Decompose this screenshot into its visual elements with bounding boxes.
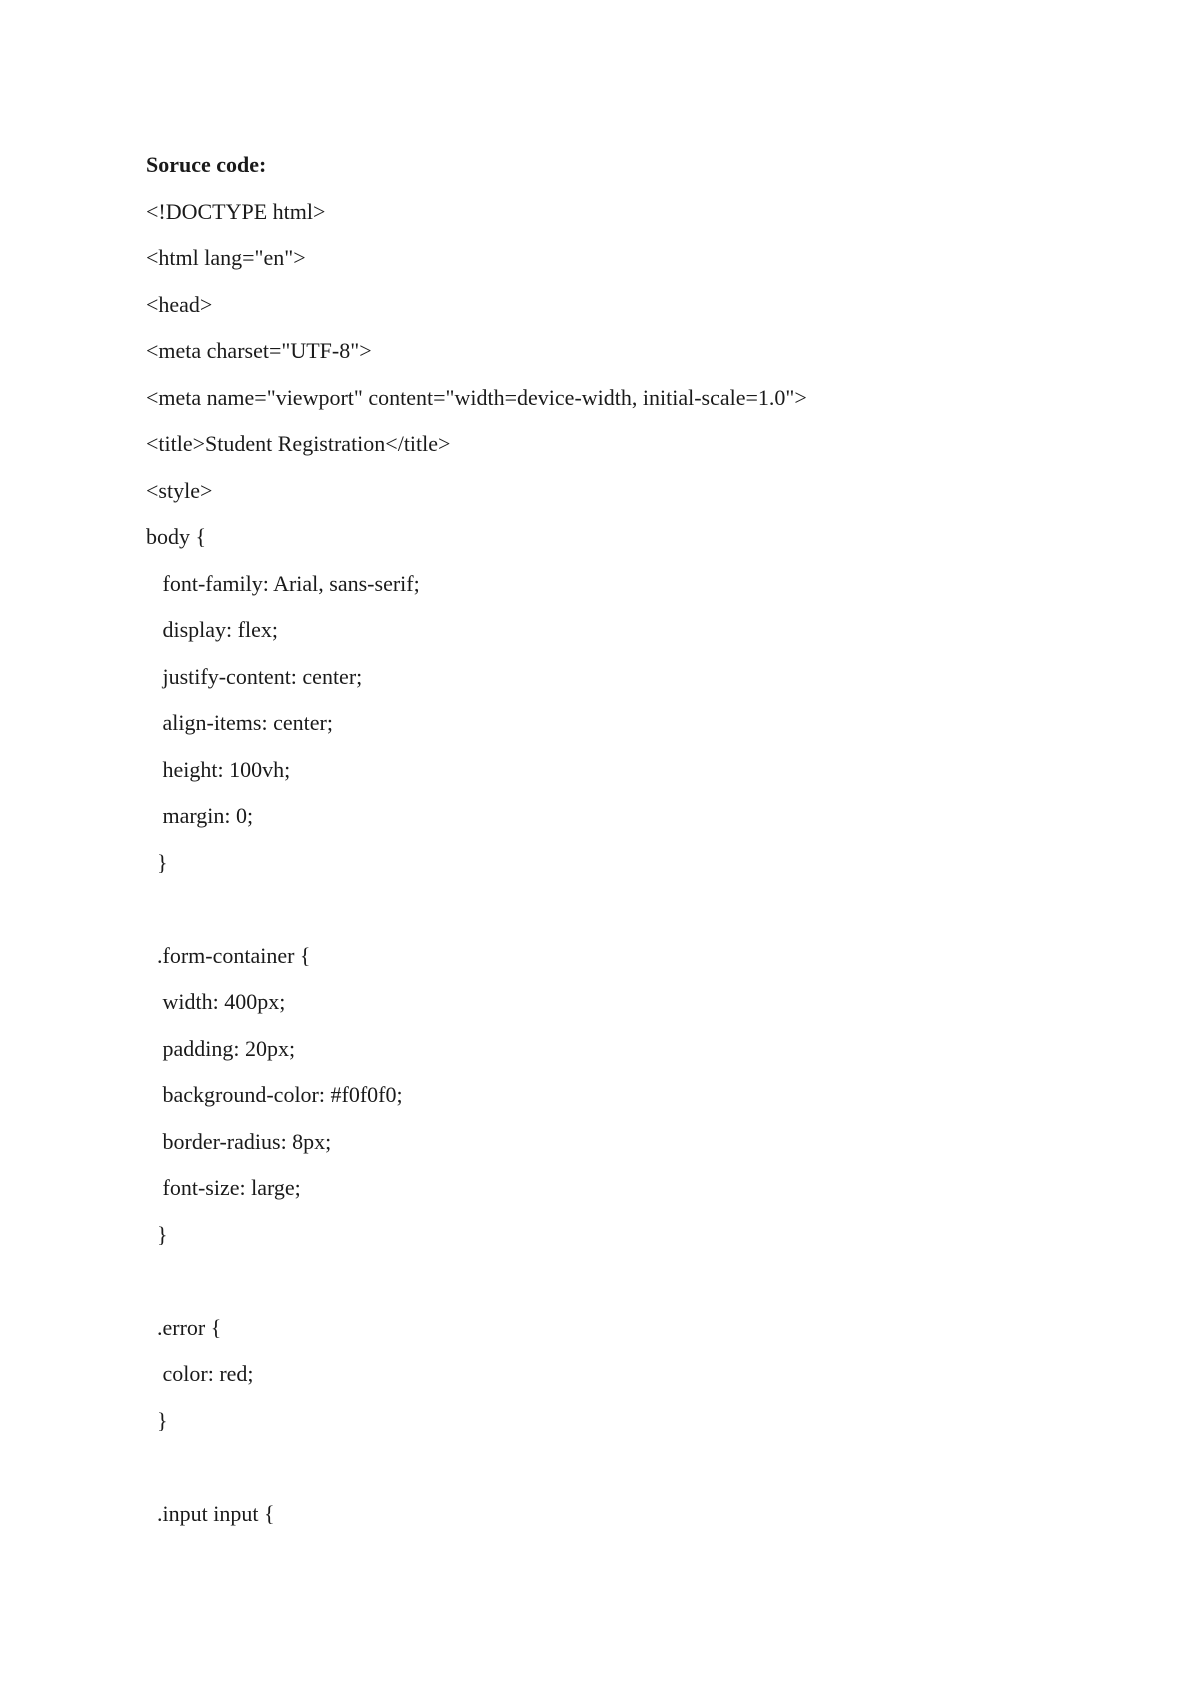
code-line: height: 100vh;	[146, 756, 291, 782]
code-line: }	[146, 1221, 168, 1247]
code-line: justify-content: center;	[146, 663, 363, 689]
code-line: display: flex;	[146, 617, 278, 642]
code-line: font-family: Arial, sans-serif;	[146, 570, 420, 596]
code-line: <meta charset="UTF-8">	[146, 338, 372, 363]
code-line: background-color: #f0f0f0;	[146, 1082, 403, 1107]
source-code-block	[146, 142, 1146, 1537]
code-line: }	[146, 1407, 168, 1433]
code-line: padding: 20px;	[146, 1035, 296, 1061]
code-line: <title>Student Registration</title>	[146, 431, 451, 456]
code-line: font-size: large;	[146, 1175, 301, 1200]
code-line: <style>	[146, 477, 213, 503]
code-line: .form-container {	[146, 942, 311, 968]
code-line: border-radius: 8px;	[146, 1128, 332, 1154]
blank-line	[146, 1444, 1146, 1491]
code-line: <html lang="en">	[146, 245, 306, 270]
code-line: .error {	[146, 1314, 222, 1340]
section-heading: Soruce code:	[146, 152, 267, 177]
code-line: align-items: center;	[146, 710, 333, 735]
code-line: margin: 0;	[146, 803, 254, 828]
code-line: }	[146, 849, 168, 875]
code-line: body {	[146, 524, 207, 549]
code-line: <meta name="viewport" content="width=device-width, initial-scale=1.0">	[146, 384, 807, 410]
code-line: .input input {	[146, 1500, 275, 1526]
code-line: color: red;	[146, 1361, 254, 1386]
code-line: <head>	[146, 291, 213, 317]
blank-line	[146, 1258, 1146, 1305]
blank-line	[146, 886, 1146, 933]
code-line: width: 400px;	[146, 989, 286, 1014]
code-line: <!DOCTYPE html>	[146, 198, 326, 224]
